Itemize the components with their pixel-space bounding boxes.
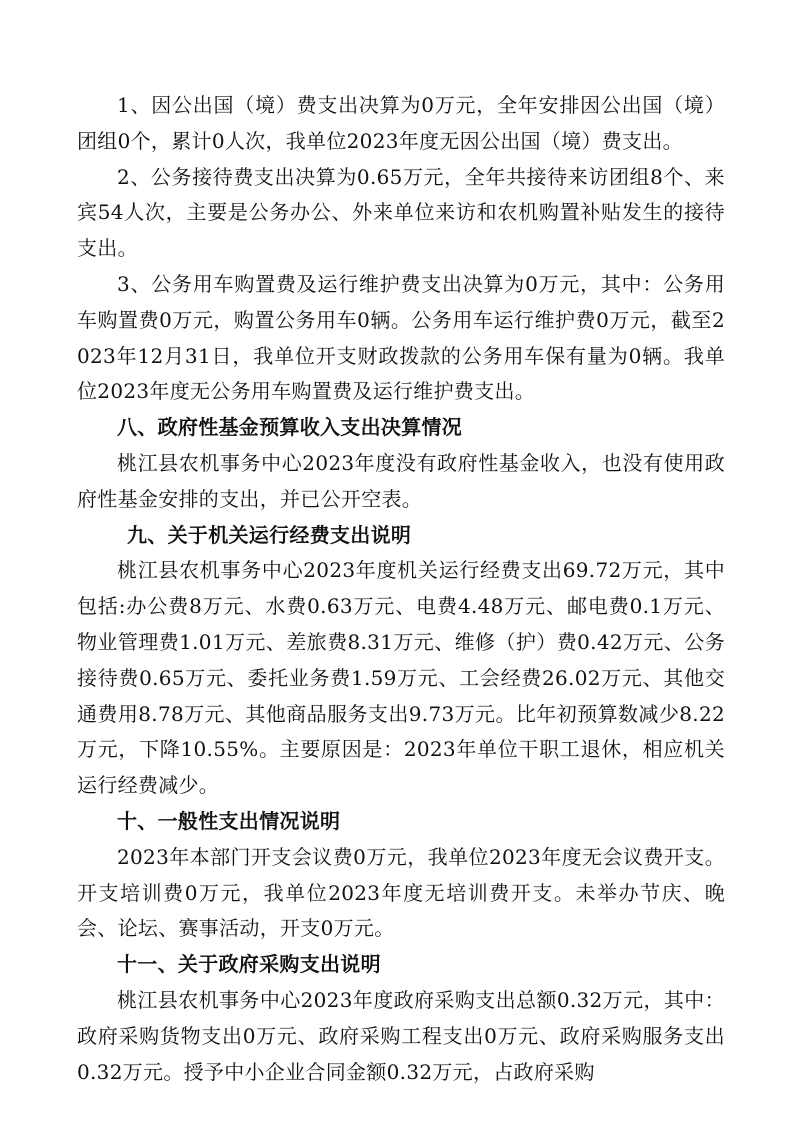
section-heading-11: 十一、关于政府采购支出说明 <box>117 952 381 977</box>
paragraph-government-procurement: 桃江县农机事务中心2023年度政府采购支出总额0.32万元，其中：政府采购货物支出0万元、政府采购工程支出0万元、政府采购服务支出0.32万元。授予中小企业合同金额0.32万元，占政府采购 <box>77 987 725 1084</box>
paragraph-official-vehicle-expense: 3、公务用车购置费及运行维护费支出决算为0万元，其中：公务用车购置费0万元，购置公务用车0辆。公务用车运行维护费0万元，截至2023年12月31日，我单位开支财政拨款的公务用车保有量为0辆。我单位2023年度无公务用车购置费及运行维护费支出。 <box>77 271 725 404</box>
paragraph-general-expense: 2023年本部门开支会议费0万元，我单位2023年度无会议费开支。开支培训费0万元，我单位2023年度无培训费开支。未举办节庆、晚会、论坛、赛事活动，开支0万元。 <box>77 844 725 941</box>
section-heading-10: 十、一般性支出情况说明 <box>117 808 341 833</box>
document-body <box>77 88 725 1090</box>
paragraph-operating-expense: 桃江县农机事务中心2023年度机关运行经费支出69.72万元，其中包括:办公费8万元、水费0.63万元、电费4.48万元、邮电费0.1万元、物业管理费1.01万元、差旅费8.31万元、维修（护）费0.42万元、公务接待费0.65万元、委托业务费1.59万元、工会经费26.02万元、其他交通费用8.78万元、其他商品服务支出9.73万元。比年初预算数减少8.22万元，下降10.55%。主要原因是：2023年单位干职工退休，相应机关运行经费减少。 <box>77 558 725 798</box>
paragraph-government-fund: 桃江县农机事务中心2023年度没有政府性基金收入，也没有使用政府性基金安排的支出，并已公开空表。 <box>77 450 725 511</box>
section-heading-9: 九、关于机关运行经费支出说明 <box>127 522 412 547</box>
section-heading-8: 八、政府性基金预算收入支出决算情况 <box>117 415 463 440</box>
paragraph-reception-expense: 2、公务接待费支出决算为0.65万元，全年共接待来访团组8个、来宾54人次，主要是公务办公、外来单位来访和农机购置补贴发生的接待支出。 <box>77 164 725 261</box>
paragraph-public-outbound-expense: 1、因公出国（境）费支出决算为0万元，全年安排因公出国（境）团组0个，累计0人次，我单位2023年度无因公出国（境）费支出。 <box>77 93 725 153</box>
